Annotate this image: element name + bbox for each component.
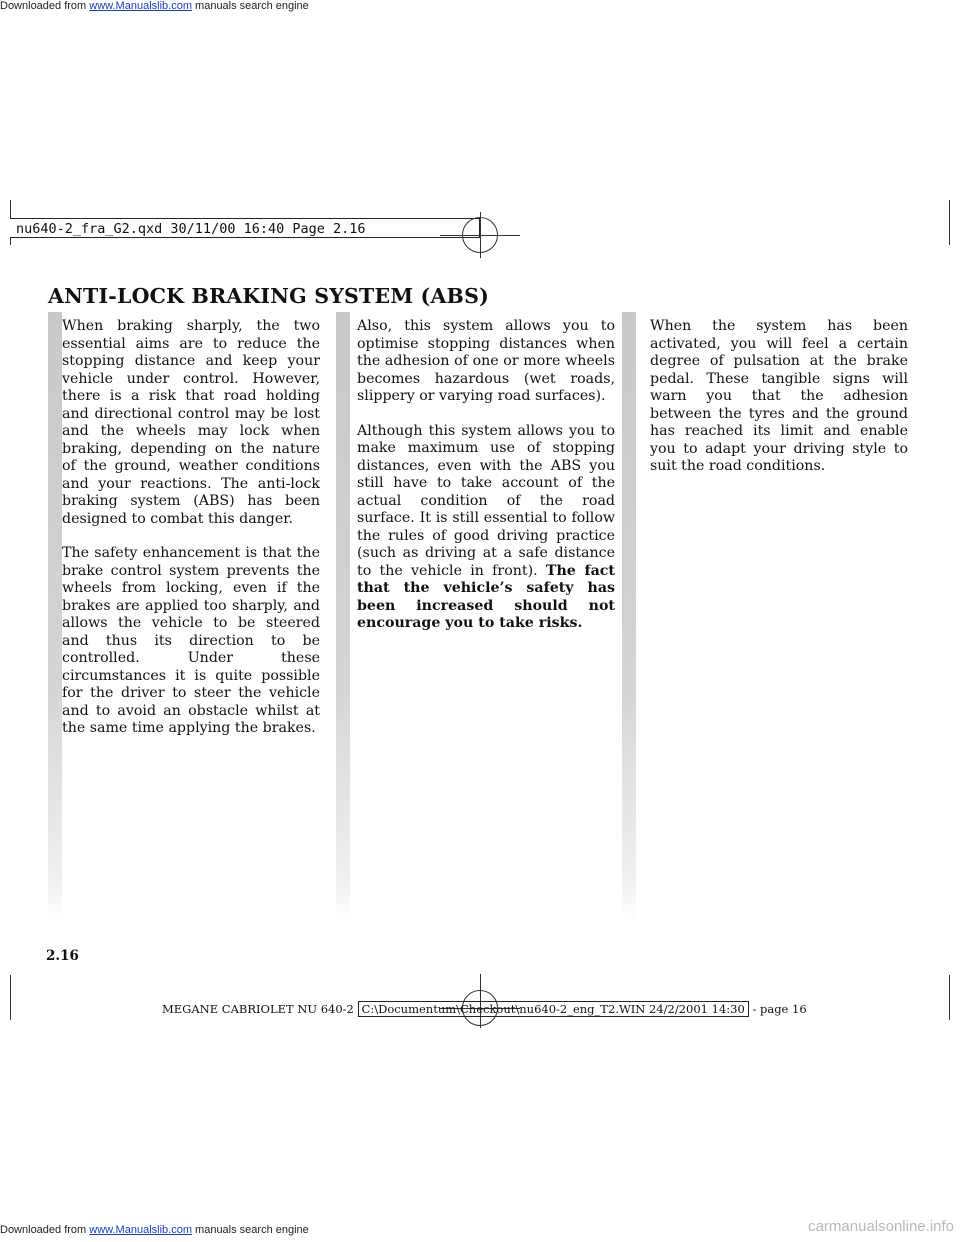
text-column-2 [357, 318, 615, 650]
manualslib-link-bottom[interactable]: www.Manualslib.com [89, 1224, 192, 1236]
col2-warning-text: The fact that the vehicle’s safety has been increased should not encourage you to take risks. [357, 562, 615, 631]
banner-suffix: manuals search engine [191, 0, 309, 12]
footer-page: - page 16 [752, 1002, 807, 1016]
banner-bottom-suffix: manuals search engine [191, 1224, 309, 1236]
print-footer [162, 1002, 807, 1016]
banner-bottom-prefix: Downloaded from [0, 1224, 90, 1236]
col1-paragraph-2: The safety enhancement is that the brake control system prevents the wheels from locking, even if the brakes are applied too sharply, and allows the vehicle to be steered and thus its direction to be controlled. Under these circumstances it is quite possible for the driver to steer the vehicle and to avoid an obstacle whilst at the same time applying the brakes. [62, 545, 320, 736]
text-column-3 [650, 318, 908, 493]
manualslib-link[interactable]: www.Manualslib.com [89, 0, 192, 12]
col1-paragraph-1: When braking sharply, the two essential aims are to reduce the stopping distance and keep your vehicle under control. However, there is a risk that road holding and directional control may be lost and the wheels may lock when braking, depending on the nature of the ground, weather conditions and your reactions. The anti-lock braking system (ABS) has been designed to combat this danger. [62, 318, 320, 527]
col2-paragraph-2-text: Although this system allows you to make maximum use of stopping distances, even with the ABS you still have to take account of the actual condition of the road surface. It is still essential to follow the rules of good driving practice (such as driving at a safe distance to the vehicle in front). [357, 422, 615, 579]
footer-path: C:\Documentum\Checkout\nu640-2_eng_T2.WIN 24/2/2001 14:30 [358, 1001, 749, 1017]
col2-paragraph-2 [357, 423, 615, 633]
crop-mark-bottom-right [949, 975, 950, 1020]
banner-prefix: Downloaded from [0, 0, 90, 12]
download-banner [0, 0, 309, 12]
col3-paragraph-1: When the system has been activated, you will feel a certain degree of pulsation at the brake pedal. These tangible signs will warn you that the adhesion between the tyres and the ground has reached its limit and enable you to adapt your driving style to suit the road conditions. [650, 318, 908, 474]
column-bar-1 [48, 312, 62, 922]
crop-mark-bottom-left [10, 975, 11, 1020]
watermark: carmanualsonline.info [808, 1218, 954, 1235]
registration-mark-top-icon [462, 217, 498, 253]
page-title: ANTI-LOCK BRAKING SYSTEM (ABS) [48, 284, 489, 308]
footer-doc: MEGANE CABRIOLET NU 640-2 [162, 1002, 354, 1016]
download-banner-bottom [0, 1224, 309, 1236]
text-column-1 [62, 318, 320, 755]
col2-paragraph-1: Also, this system allows you to optimise stopping distances when the adhesion of one or more wheels becomes hazardous (wet roads, slippery or varying road surfaces). [357, 318, 615, 404]
column-bar-3 [622, 312, 636, 922]
page-number: 2.16 [46, 948, 79, 964]
crop-mark-top-right [949, 200, 950, 245]
prepress-slug: nu640-2_fra_G2.qxd 30/11/00 16:40 Page 2.16 [10, 218, 480, 238]
column-bar-2 [336, 312, 350, 922]
